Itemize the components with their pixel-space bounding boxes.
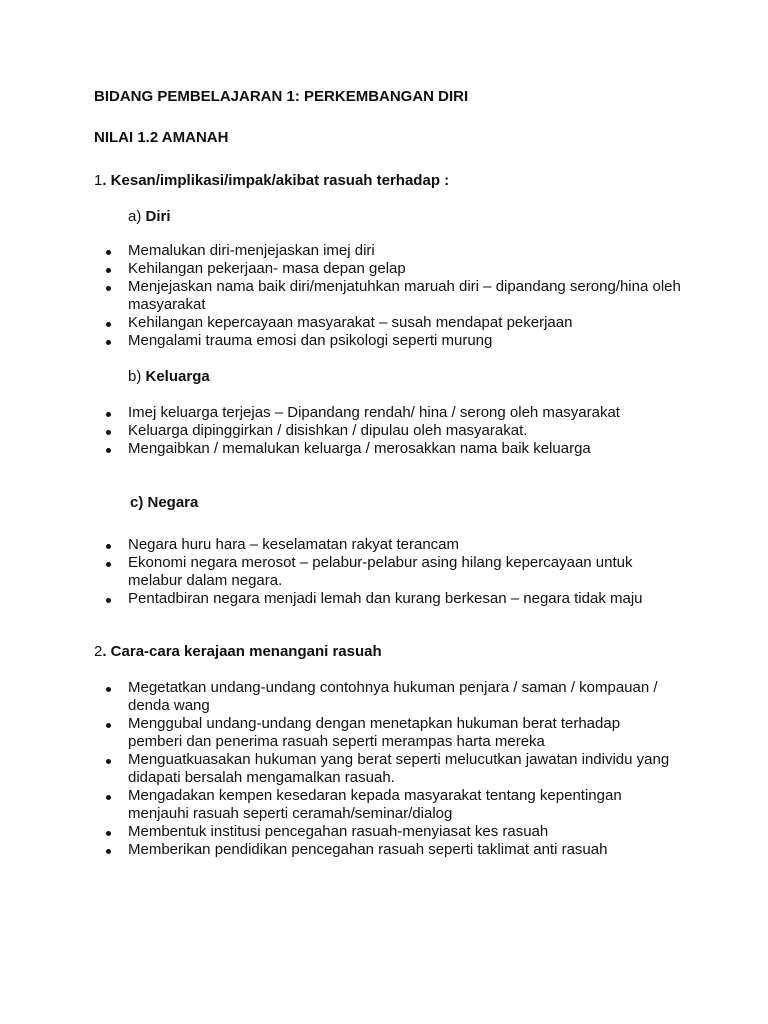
list-item: Pentadbiran negara menjadi lemah dan kurang berkesan – negara tidak maju <box>128 590 688 608</box>
list-item: Negara huru hara – keselamatan rakyat terancam <box>128 536 688 554</box>
list-item: Mengadakan kempen kesedaran kepada masyarakat tentang kepentingan menjauhi rasuah seperti ceramah/seminar/dialog <box>128 787 673 823</box>
list-item: Kehilangan pekerjaan- masa depan gelap <box>128 260 688 278</box>
nilai-heading: NILAI 1.2 AMANAH <box>94 129 229 146</box>
section-1-number: 1 <box>94 172 103 189</box>
subheading-keluarga-prefix: b) <box>128 368 142 385</box>
list-item: Kehilangan kepercayaan masyarakat – susah mendapat pekerjaan <box>128 314 688 332</box>
list-item: Membentuk institusi pencegahan rasuah-menyiasat kes rasuah <box>128 823 673 841</box>
subheading-diri-label: Diri <box>145 208 171 225</box>
negara-list <box>128 536 688 608</box>
list-item: Menjejaskan nama baik diri/menjatuhkan maruah diri – dipandang serong/hina oleh masyarakat <box>128 278 688 314</box>
list-item: Menguatkuasakan hukuman yang berat seperti melucutkan jawatan individu yang didapati bersalah mengamalkan rasuah. <box>128 751 673 787</box>
section-1-heading <box>94 172 449 190</box>
list-item: Memberikan pendidikan pencegahan rasuah seperti taklimat anti rasuah <box>128 841 673 859</box>
list-item: Mengalami trauma emosi dan psikologi seperti murung <box>128 332 688 350</box>
cara-list <box>128 679 673 859</box>
subheading-keluarga <box>128 368 210 386</box>
subheading-diri <box>128 208 171 226</box>
list-item: Menggubal undang-undang dengan menetapkan hukuman berat terhadap pemberi dan penerima rasuah seperti merampas harta mereka <box>128 715 673 751</box>
subheading-keluarga-label: Keluarga <box>141 368 210 385</box>
list-item: Mengaibkan / memalukan keluarga / merosakkan nama baik keluarga <box>128 440 688 458</box>
diri-list <box>128 242 688 350</box>
list-item: Ekonomi negara merosot – pelabur-pelabur asing hilang kepercayaan untuk melabur dalam negara. <box>128 554 688 590</box>
list-item: Keluarga dipinggirkan / disishkan / dipulau oleh masyarakat. <box>128 422 688 440</box>
subheading-diri-prefix: a) <box>128 208 142 225</box>
section-2-title: . Cara-cara kerajaan menangani rasuah <box>102 643 382 660</box>
section-2-number: 2 <box>94 643 103 660</box>
keluarga-list <box>128 404 688 458</box>
subheading-negara: c) Negara <box>130 494 199 511</box>
list-item: Memalukan diri-menjejaskan imej diri <box>128 242 688 260</box>
list-item: Imej keluarga terjejas – Dipandang rendah/ hina / serong oleh masyarakat <box>128 404 688 422</box>
list-item: Megetatkan undang-undang contohnya hukuman penjara / saman / kompauan / denda wang <box>128 679 673 715</box>
section-2-heading <box>94 643 382 661</box>
section-1-title: . Kesan/implikasi/impak/akibat rasuah terhadap : <box>102 172 450 189</box>
page-heading: BIDANG PEMBELAJARAN 1: PERKEMBANGAN DIRI <box>94 88 469 105</box>
